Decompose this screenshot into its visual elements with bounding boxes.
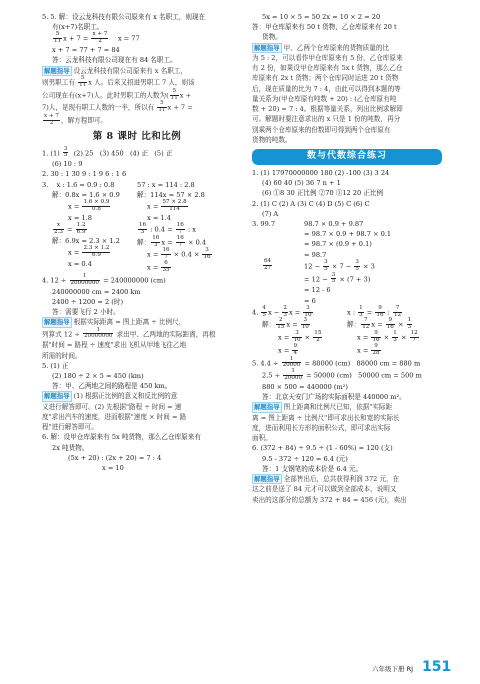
fraction: $\frac{1}{20000}$ bbox=[284, 368, 302, 382]
fraction: $\frac{7}{12}$ bbox=[393, 304, 402, 318]
hint-badge: 解题指导 bbox=[254, 43, 280, 52]
hint2-line: 离 = 图上距离 ÷ 比例尺"即可求出长和宽的实际长 bbox=[252, 413, 400, 422]
fraction: $\frac{9}{4}$ bbox=[293, 342, 297, 356]
q5b-line: 答：甲、乙两地之间的路程是 450 km。 bbox=[52, 382, 172, 391]
top-line: 货物。 bbox=[262, 33, 282, 42]
fraction: $\frac{1}{3}$ bbox=[393, 330, 397, 344]
q6-line: x = 10 bbox=[102, 464, 124, 473]
hint-badge: 解题指导 bbox=[44, 66, 70, 75]
fraction: $\frac{5}{11}$ bbox=[79, 74, 87, 88]
fraction: $\frac{3}{16}$ bbox=[203, 247, 211, 261]
fraction: $\frac{12}{7}$ bbox=[410, 330, 418, 344]
q6-line: 6. (372 + 84) ÷ 9.5 ÷ (1 - 60%) = 120 (支) bbox=[252, 444, 393, 453]
q4-line: 答：需要飞行 2 小时。 bbox=[52, 308, 120, 317]
q2-line: 2. (1) C (2) A (3) C (4) D (5) C (6) C bbox=[252, 199, 370, 208]
hint-badge: 解题指导 bbox=[254, 475, 280, 484]
q3-step: 解：6.9x = 2.3 × 1.2 bbox=[52, 236, 120, 245]
fraction: $\frac{16}{7}$ bbox=[176, 222, 184, 235]
fraction: $\frac{2.3 \times 1.2}{6.9}$ bbox=[83, 244, 110, 258]
fraction: $\frac{3}{5}$ bbox=[324, 258, 328, 272]
q1-line-2: (6) 10 : 9 bbox=[52, 160, 83, 169]
hint1-line: 有 2 份，如果设甲仓库原来有 5x t 货物，那么乙仓 bbox=[252, 64, 403, 73]
q5-hint-line: $\frac{x + 7}{2}$ ，解方程即可。 bbox=[44, 113, 108, 126]
q6-line: 9.5 - 372 ÷ 120 = 6.4 (元) bbox=[262, 454, 348, 463]
q5b-hint-line: 度"求出汽车的速度，进而根据"速度 × 时间 = 路 bbox=[42, 412, 187, 421]
hint1-line: 库原来有 2x t 货物；两个仓库同时运进 20 t 货物 bbox=[252, 74, 399, 83]
q1-line: (6) ①8 30 正比例 ②70 ③12 20 正比例 bbox=[262, 189, 384, 198]
q6-line: 答：1 支钢笔的成本价是 6.4 元。 bbox=[262, 464, 363, 473]
q3-answer: 3. 99.7 bbox=[252, 219, 276, 228]
fraction: $\frac{4}{5}$ bbox=[262, 304, 266, 318]
q3-eq: $\frac{x}{2.3}$ = $\frac{1.2}{6.9}$ bbox=[54, 222, 86, 235]
q5-line: 880 × 500 = 440000 (m²) bbox=[262, 383, 348, 392]
q4-hint-line: 所需的时间。 bbox=[42, 351, 82, 360]
q3-calc: 12 − $\frac{3}{5}$ × 7 − $\frac{3}{5}$ × 3 bbox=[304, 258, 375, 272]
fraction: $\frac{5}{11}$ bbox=[170, 87, 178, 101]
q3-eq: 57 : x = 114 : 2.8 bbox=[137, 180, 195, 189]
q3-calc: 98.7 × 0.9 + 9.87 bbox=[304, 219, 364, 228]
fraction: $\frac{1}{3}$ bbox=[407, 317, 412, 331]
fraction: $\frac{57 \times 2.8}{114}$ bbox=[162, 199, 187, 212]
q4-step: 解： $\frac{2}{15}$ x = $\frac{3}{10}$ bbox=[262, 317, 309, 331]
q3-step: x = $\frac{1.6 \times 0.9}{0.8}$ bbox=[68, 199, 110, 212]
hint-badge: 解题指导 bbox=[44, 318, 70, 327]
hint1-line: 后，现在质量的比为 7 : 4，由此可以得到本题的等 bbox=[252, 84, 401, 93]
fraction: $\frac{1}{20000000}$ bbox=[70, 272, 99, 286]
q5-line-2: 有(x+7)名职工。 bbox=[52, 23, 104, 32]
q3-step: x = 1.4 bbox=[147, 213, 171, 222]
q3-step: x = $\frac{16}{7}$ × 0.4 × $\frac{3}{16}$ bbox=[147, 247, 211, 261]
q3-step: x = 0.4 bbox=[68, 259, 92, 268]
fraction: $\frac{16}{7}$ bbox=[162, 247, 170, 261]
section-title: 数与代数综合练习 bbox=[252, 149, 442, 165]
q3-step: x = 1.8 bbox=[68, 213, 92, 222]
hint2-line: 度，进而利用长方形的面积公式，即可求出实际 bbox=[252, 424, 391, 433]
q4-line: 240000000 cm = 2400 km bbox=[52, 287, 141, 296]
q1-line: 1. (1) 17970000000 180 (2) -100 (3) 3 24 bbox=[252, 168, 390, 177]
fraction: $\frac{1}{20000000}$ bbox=[83, 326, 113, 340]
lesson-title: 第 8 课时 比和比例 bbox=[92, 130, 182, 142]
hint1: 解题指导 甲、乙两个仓库原来的货物质量的比 bbox=[254, 43, 390, 52]
page-number: 151 bbox=[422, 659, 452, 675]
hint2-line: 面积。 bbox=[252, 434, 272, 443]
fraction: $\frac{x + 7}{2}$ bbox=[92, 31, 108, 45]
q4-line-1: 4. 12 ÷ $\frac{1}{20000000}$ = 240000000 (cm) bbox=[42, 272, 166, 286]
hint1-line: 货物的吨数。 bbox=[252, 135, 292, 144]
hint-badge: 解题指导 bbox=[254, 403, 280, 412]
q4-step: x = $\frac{9}{4}$ bbox=[278, 342, 297, 356]
q3-step: 解：114x = 57 × 2.8 bbox=[137, 190, 205, 199]
q4-block bbox=[252, 306, 442, 357]
q5-hint-line: 7)人，是现有职工人数的一半，所以有 $\frac{5}{11}$ x + 7 = bbox=[42, 100, 193, 114]
left-column bbox=[42, 12, 232, 473]
q3-block bbox=[42, 180, 232, 274]
q3-step: x = $\frac{2.3 \times 1.2}{6.9}$ bbox=[68, 244, 110, 258]
q5-hint-line: 则男职工有 $\frac{5}{11}$ x 人。后来又招进男职工 7 人，则该 bbox=[42, 74, 195, 88]
fraction: $\frac{6}{35}$ bbox=[162, 260, 170, 274]
q5-hint: 解题指导 设云龙科技有限公司原来有 x 名职工， bbox=[44, 66, 187, 75]
fraction: $\frac{16}{3}$ bbox=[152, 234, 160, 248]
hint2: 解题指导 图上距离和比例尺已知，依据"实际距 bbox=[254, 403, 393, 412]
q3-block bbox=[252, 219, 442, 306]
q3-calc: = 98.7 × (0.9 + 0.1) bbox=[304, 240, 372, 249]
q2-line: (7) A bbox=[262, 209, 279, 218]
q5-equation: $\frac{5}{11}$ x + 7 = $\frac{x + 7}{2}$ x = 77 bbox=[54, 31, 140, 45]
q5b-line: 5. (1) 正 bbox=[42, 361, 69, 370]
fraction: $\frac{1.2}{6.9}$ bbox=[76, 222, 86, 235]
q4-hint: 解题指导 根据实际距离 = 图上距离 ÷ 比例尺， bbox=[44, 318, 186, 327]
q5b-hint: 解题指导 (1) 根据正比例的意义和反比例的意 bbox=[44, 392, 178, 401]
fraction: $\frac{9}{16}$ bbox=[376, 304, 384, 318]
answer-text: 5. 解：设云龙科技有限公司原来有 x 名职工，则现在 bbox=[50, 13, 206, 21]
fraction: $\frac{3}{10}$ bbox=[304, 304, 312, 318]
fraction: $\frac{3}{5}$ bbox=[331, 271, 336, 285]
top-line: 5x = 10 × 5 = 50 2x = 10 × 2 = 20 bbox=[262, 13, 381, 21]
fraction: $\frac{1}{3}$ bbox=[359, 304, 363, 318]
q5b-line: (2) 180 ÷ 2 × 5 = 450 (km) bbox=[52, 372, 144, 380]
q3-calc: = 12 − $\frac{3}{5}$ × (7 + 3) bbox=[304, 271, 371, 285]
q5b-hint-line: 义进行解答即可。(2) 先根据"路程 ÷ 时间 = 速 bbox=[42, 402, 182, 411]
q5-line: 答：北京天安门广场的实际面积是 440000 m²。 bbox=[262, 393, 406, 402]
fraction: $\frac{2}{3}$ bbox=[283, 304, 287, 318]
fraction: $\frac{9}{16}$ bbox=[372, 330, 380, 344]
q5-hint-line: 公司现在有(x+7)人。此时男职工的人数为( $\frac{5}{11}$ x + bbox=[42, 87, 192, 101]
fraction: $\frac{16}{7}$ bbox=[176, 234, 184, 248]
hint1-line: 可。解题时要注意求出的 x 只是 1 份的吨数，再分 bbox=[252, 115, 401, 124]
fraction: $\frac{x + 7}{2}$ bbox=[44, 113, 59, 126]
q4-step: x = $\frac{3}{10}$ × $\frac{15}{2}$ bbox=[278, 330, 322, 344]
fraction: $\frac{16}{3}$ bbox=[139, 222, 147, 235]
hint3: 解题指导 全部售出后，总共获得利润 372 元，在 bbox=[254, 475, 400, 484]
q2-line: 2. 30 : 1 30 9 : 1 9 6 : 1 6 bbox=[42, 170, 127, 179]
top-line: 答：甲仓库原来有 50 t 货物，乙仓库原来有 20 t bbox=[252, 23, 397, 32]
fraction: $\frac{64}{27}$ bbox=[264, 258, 272, 272]
hint1-line: 别乘两个仓库原来的份数即可得到两个仓库原有 bbox=[252, 125, 391, 134]
fraction: $\frac{1}{20000}$ bbox=[282, 355, 301, 369]
hint1-line: 数 + 20) = 7 : 4。根据等量关系，列出比例求解即 bbox=[252, 105, 403, 114]
q3-step: x = $\frac{57 \times 2.8}{114}$ bbox=[147, 199, 187, 212]
fraction: $\frac{15}{2}$ bbox=[314, 330, 322, 344]
q1-line-1: 1. (1) $\frac{3}{5}$ (2) 25 (3) 450 (4) 正 (5) 正 bbox=[42, 145, 173, 159]
q5-line-1: 5. 5. 解：设云龙科技有限公司原来有 x 名职工，则现在 bbox=[42, 13, 206, 21]
q4-step: 解： $\frac{7}{12}$ x = $\frac{9}{16}$ × $\frac{1}{3}$ bbox=[347, 317, 412, 331]
q3-calc: = 98.7 bbox=[304, 250, 327, 259]
hint3-line: 这之前是送了 84 元才可以做到全部成本，说明又 bbox=[252, 485, 397, 494]
fraction: $\frac{2}{15}$ bbox=[277, 317, 285, 331]
fraction: $\frac{5}{11}$ bbox=[158, 100, 166, 114]
q3-calc: = 6 bbox=[304, 296, 316, 305]
q3-answer bbox=[252, 259, 304, 272]
right-column bbox=[252, 12, 442, 505]
q3-step: x = $\frac{6}{35}$ bbox=[147, 260, 170, 274]
q3-calc: = 98.7 × 0.9 + 98.7 × 0.1 bbox=[304, 230, 392, 239]
q4-line: 2400 ÷ 1200 = 2 (时) bbox=[52, 297, 124, 306]
fraction: $\frac{7}{12}$ bbox=[362, 317, 370, 331]
q5-line-4: x + 7 = 77 + 7 = 84 bbox=[52, 46, 120, 55]
q4-step: x = $\frac{9}{28}$ bbox=[357, 342, 380, 356]
hint1-line: 为 5 : 2，可以看作甲仓库原来有 5 份，乙仓库原来 bbox=[252, 53, 403, 62]
fraction: $\frac{3}{10}$ bbox=[301, 317, 309, 331]
q4-eq: 4. $\frac{4}{5}$ x − $\frac{2}{3}$ x = $\frac{3}{10}$ bbox=[252, 304, 312, 318]
q4-step: x = $\frac{9}{16}$ × $\frac{1}{3}$ × $\frac{12}{7}$ bbox=[357, 330, 418, 344]
fraction: $\frac{3}{5}$ bbox=[63, 145, 68, 159]
q3-step: 解：0.8x = 1.6 × 0.9 bbox=[52, 190, 120, 199]
q6-line: (5x + 20) : (2x + 20) = 7 : 4 bbox=[68, 453, 162, 462]
fraction: $\frac{1.6 \times 0.9}{0.8}$ bbox=[83, 199, 110, 212]
q6-line: 2x 吨货物。 bbox=[52, 443, 89, 452]
hint-badge: 解题指导 bbox=[44, 392, 70, 401]
q1-line: (4) 60 40 (5) 36 7 n + 1 bbox=[262, 179, 341, 188]
q4-hint-line: 据"时间 = 路程 ÷ 速度"求出飞机从甲地飞往乙地 bbox=[42, 341, 187, 350]
q4-eq: x : $\frac{1}{3}$ = $\frac{9}{16}$ : $\frac{7}{12}$ bbox=[347, 304, 402, 318]
fraction: $\frac{9}{16}$ bbox=[386, 317, 394, 331]
q5-line-5: 答：云龙科技有限公司现在有 84 名职工。 bbox=[52, 56, 177, 65]
fraction: $\frac{5}{11}$ bbox=[54, 31, 62, 45]
fraction: $\frac{x}{2.3}$ bbox=[54, 222, 63, 235]
q5-line: 2.5 ÷ $\frac{1}{20000}$ = 50000 (cm) 50000 cm = 500 m bbox=[262, 368, 422, 382]
q4-hint-line: 列算式 12 ÷ $\frac{1}{20000000}$ 求出甲、乙两地的实际距离，再根 bbox=[42, 326, 216, 340]
fraction: $\frac{3}{5}$ bbox=[355, 258, 359, 272]
q3-step: 解： $\frac{16}{3}$ x = $\frac{16}{7}$ × 0.4 bbox=[137, 234, 207, 248]
hint1-line: 量关系为(甲仓库原有吨数 + 20) : (乙仓库原有吨 bbox=[252, 94, 397, 103]
fraction: $\frac{9}{28}$ bbox=[372, 342, 380, 356]
q5-line: 5. 4.4 ÷ $\frac{1}{20000}$ = 88000 (cm) 88000 cm = 880 m bbox=[252, 355, 421, 369]
q5b-hint-line: 程"进行解答即可。 bbox=[42, 423, 98, 432]
footer-grade: 六年级下册 RJ bbox=[372, 665, 413, 673]
q6-line: 6. 解：设甲仓库原来有 5x 吨货物，那么乙仓库原来有 bbox=[42, 433, 201, 442]
q3-calc: = 12 - 6 bbox=[304, 286, 331, 295]
fraction: $\frac{3}{10}$ bbox=[293, 330, 301, 344]
q3-eq: 3. x : 1.6 = 0.9 : 0.8 bbox=[42, 180, 115, 189]
q3-eq: $\frac{16}{3}$ : 0.4 = $\frac{16}{7}$ : x bbox=[139, 222, 197, 235]
hint3-line: 卖出的这部分的总额为 372 + 84 = 456 (元)，卖出 bbox=[252, 495, 407, 504]
